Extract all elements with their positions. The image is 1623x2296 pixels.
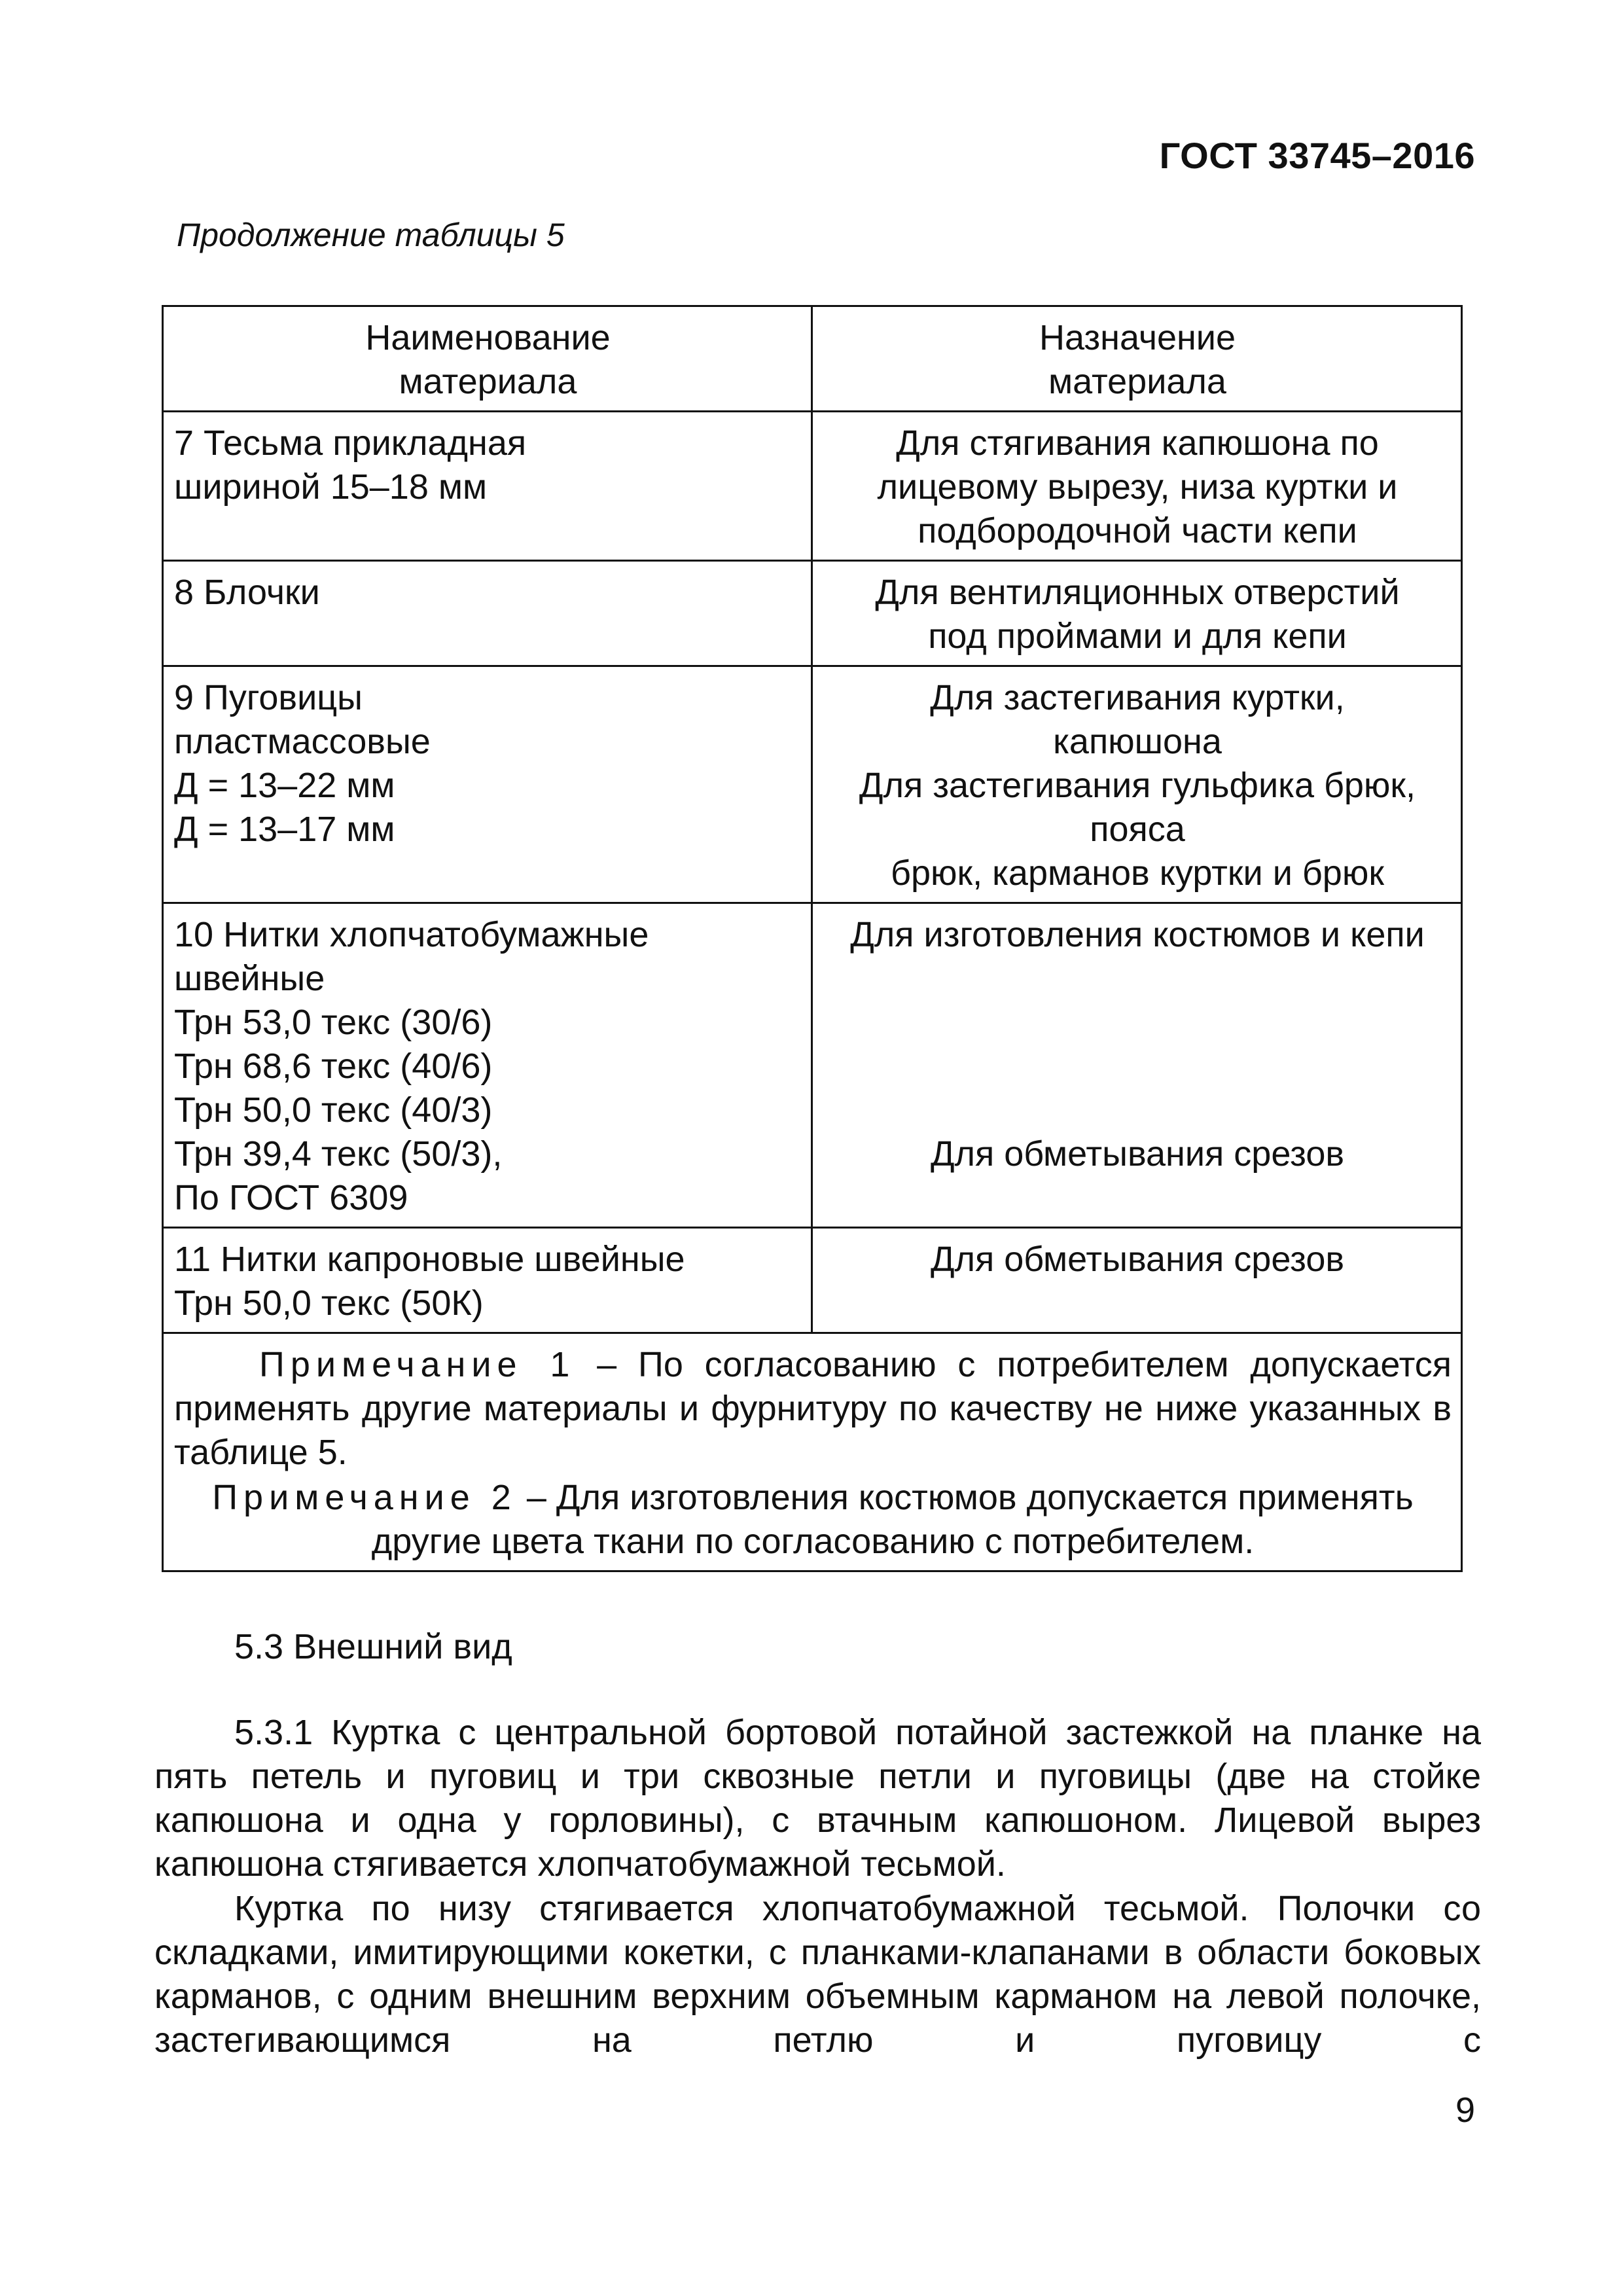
cell-line: Для застегивания куртки, [930, 678, 1345, 717]
note-label: Примечание 2 [212, 1478, 517, 1517]
header-line: Наименование [365, 318, 611, 357]
table-note-2 [174, 1476, 1452, 1564]
cell-line: Трн 50,0 текс (40/3) [174, 1090, 493, 1130]
material-name-cell [163, 561, 812, 666]
note-text: – По согласованию с потребителем допускается применять другие материалы и фурнитуру по качеству не ниже указанных в таблице 5. [174, 1345, 1452, 1472]
column-header-name [163, 306, 812, 412]
cell-line: 8 Блочки [174, 573, 320, 612]
section-heading: 5.3 Внешний вид [234, 1627, 512, 1666]
material-purpose-cell [812, 1228, 1462, 1333]
note-label: Примечание 1 [259, 1345, 576, 1384]
table-row [163, 666, 1462, 903]
header-line: Назначение [1039, 318, 1236, 357]
cell-line: Для стягивания капюшона по [896, 423, 1379, 463]
cell-line: Для вентиляционных отверстий [875, 573, 1400, 612]
table-header-row [163, 306, 1462, 412]
cell-line: По ГОСТ 6309 [174, 1178, 408, 1217]
cell-line: 11 Нитки капроновые швейные [174, 1240, 685, 1279]
cell-line: подбородочной части кепи [918, 511, 1357, 550]
cell-line: 9 Пуговицы [174, 678, 363, 717]
material-purpose-cell [812, 666, 1462, 903]
cell-line: капюшона [1053, 722, 1222, 761]
cell-spacer [823, 1045, 1452, 1132]
material-name-cell [163, 666, 812, 903]
table-caption: Продолжение таблицы 5 [177, 217, 565, 253]
header-line: материала [399, 362, 577, 401]
cell-line: Трн 68,6 текс (40/6) [174, 1047, 493, 1086]
column-header-purpose [812, 306, 1462, 412]
cell-line: Трн 53,0 текс (30/6) [174, 1003, 493, 1042]
material-name-cell [163, 412, 812, 561]
page-number: 9 [1455, 2090, 1475, 2130]
cell-line: брюк, карманов куртки и брюк [891, 853, 1384, 893]
cell-line: пластмассовые [174, 722, 431, 761]
material-purpose-cell [812, 903, 1462, 1228]
cell-line: Для застегивания гульфика брюк, [859, 766, 1416, 805]
table-row [163, 1228, 1462, 1333]
document-id: ГОСТ 33745–2016 [1159, 135, 1475, 176]
note-text: – Для изготовления костюмов допускается применять другие цвета ткани по согласованию с потребителем. [371, 1478, 1414, 1561]
cell-line: Для обметывания срезов [930, 1240, 1345, 1279]
body-paragraph: Куртка по низу стягивается хлопчатобумажной тесьмой. Полочки со складками, имитирующими кокетки, с планками-клапанами в области боковых карманов, с одним внешним верхним объемным карманом на левой полочке, застегивающимся на петлю и пуговицу с [154, 1889, 1481, 2060]
cell-line: лицевому вырезу, низа куртки и [877, 467, 1398, 507]
table-notes-row [163, 1333, 1462, 1571]
cell-line: 7 Тесьма прикладная [174, 423, 527, 463]
cell-line: Трн 39,4 текс (50/3), [174, 1134, 503, 1174]
header-line: материала [1048, 362, 1226, 401]
cell-line: шириной 15–18 мм [174, 467, 488, 507]
cell-line: под проймами и для кепи [928, 617, 1347, 656]
table-row [163, 903, 1462, 1228]
material-name-cell [163, 903, 812, 1228]
cell-line: Для обметывания срезов [930, 1134, 1345, 1174]
material-name-cell [163, 1228, 812, 1333]
table-notes-cell [163, 1333, 1462, 1571]
cell-line: Д = 13–22 мм [174, 766, 395, 805]
material-purpose-cell [812, 561, 1462, 666]
materials-table [162, 305, 1463, 1572]
table-row [163, 412, 1462, 561]
cell-line: 10 Нитки хлопчатобумажные [174, 915, 649, 954]
table-row [163, 561, 1462, 666]
material-purpose-cell [812, 412, 1462, 561]
cell-spacer [823, 957, 1452, 1045]
cell-line: пояса [1090, 810, 1185, 849]
cell-line: Трн 50,0 текс (50К) [174, 1283, 484, 1323]
table-note-1 [174, 1343, 1452, 1475]
cell-line: Д = 13–17 мм [174, 810, 395, 849]
cell-line: Для изготовления костюмов и кепи [850, 915, 1425, 954]
body-paragraph: 5.3.1 Куртка с центральной бортовой потайной застежкой на планке на пять петель и пуговиц и три сквозные петли и пуговицы (две на стойке капюшона и одна у горловины), с втачным капюшоном. Лицевой вырез капюшона стягивается хлопчатобумажной тесьмой. [154, 1713, 1481, 1884]
cell-line: швейные [174, 959, 325, 998]
